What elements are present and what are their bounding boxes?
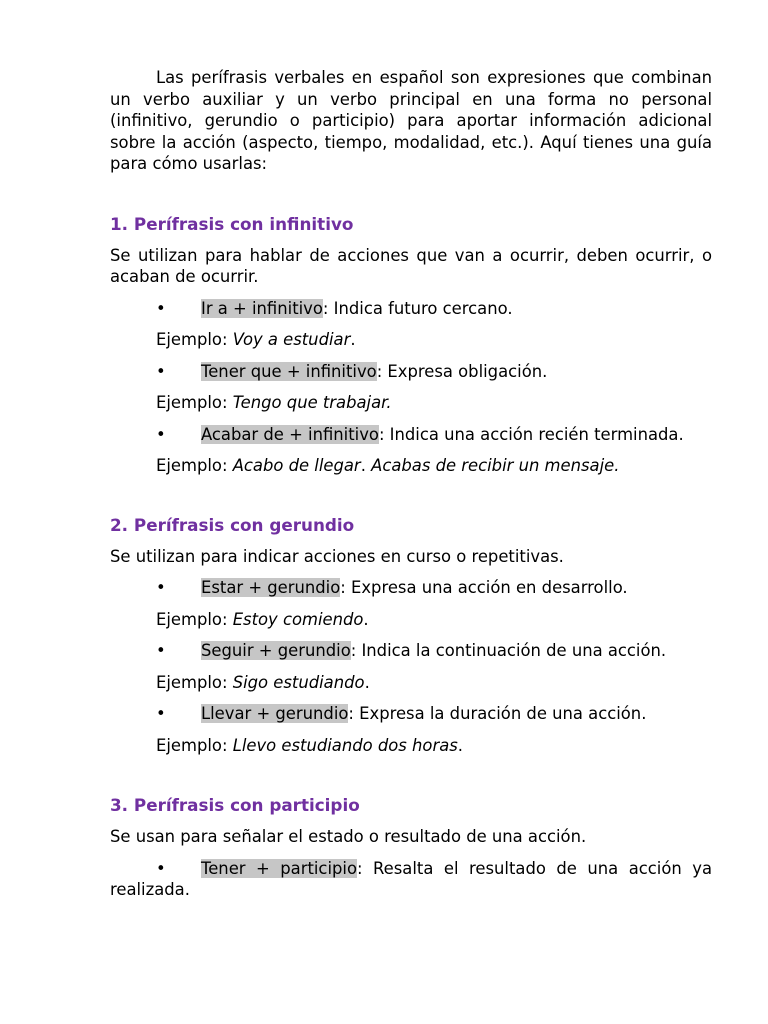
bullet-icon: • [156, 578, 166, 597]
highlighted-term: Acabar de + infinitivo [201, 424, 379, 444]
example-label: Ejemplo: [156, 735, 233, 755]
section-description: Se utilizan para indicar acciones en curso o repetitivas. [110, 546, 564, 566]
example-suffix: . [350, 330, 356, 349]
term-definition: : Expresa obligación. [376, 361, 548, 381]
example-line [110, 455, 712, 477]
example-suffix: . [363, 609, 369, 629]
example-label: Ejemplo: [156, 609, 233, 629]
term-definition: : Indica una acción recién terminada. [378, 424, 684, 444]
term-definition: : Expresa una acción en desarrollo. [340, 578, 628, 597]
list-item [110, 640, 712, 662]
example-text: Sigo estudiando [232, 672, 365, 692]
list-item [110, 703, 712, 725]
bullet-icon: • [156, 858, 166, 878]
example-line [110, 609, 712, 631]
term-definition: : Expresa la duración de una acción. [348, 704, 647, 723]
section-description: Se usan para señalar el estado o resultado de una acción. [110, 827, 587, 846]
intro-paragraph: Las perífrasis verbales en español son expresiones que combinan un verbo auxiliar y un verbo principal en una forma no personal (infinitivo, gerundio o participio) para aportar información adicional sobre la acción (aspecto, tiempo, modalidad, etc.). Aquí tienes una guía para cómo usarlas: [110, 68, 712, 173]
term-definition: : Resalta el resultado de una acción ya realizada. [110, 858, 712, 899]
section-title-infinitivo: 1. Perífrasis con infinitivo [110, 213, 354, 234]
term-definition: : Indica la continuación de una acción. [350, 641, 667, 660]
example-label: Ejemplo: [156, 456, 233, 475]
bullet-icon: • [156, 361, 166, 381]
example-text: Llevo estudiando dos horas [232, 735, 458, 755]
example-suffix: . [457, 735, 464, 755]
example-line [110, 329, 712, 351]
list-item [110, 298, 712, 320]
bullet-icon: • [156, 641, 166, 660]
list-item [110, 858, 712, 901]
highlighted-term: Estar + gerundio [201, 578, 341, 597]
highlighted-term: Tener que + infinitivo [201, 361, 377, 381]
example-line [110, 735, 712, 757]
bullet-icon: • [156, 704, 166, 723]
highlighted-term: Ir a + infinitivo [201, 298, 323, 318]
bullet-icon: • [156, 424, 166, 444]
example-text: Estoy comiendo [232, 609, 364, 629]
highlighted-term: Seguir + gerundio [201, 641, 351, 660]
term-definition: : Indica futuro cercano. [322, 298, 513, 318]
section-title-participio: 3. Perífrasis con participio [110, 795, 360, 815]
example-text: Voy a estudiar [232, 330, 351, 349]
list-item [110, 424, 712, 446]
example-text: Tengo que trabajar. [232, 393, 392, 412]
example-suffix: . [364, 672, 370, 692]
highlighted-term: Llevar + gerundio [201, 704, 349, 723]
example-line [110, 392, 712, 414]
example-label: Ejemplo: [156, 672, 233, 692]
highlighted-term: Tener + participio [201, 858, 357, 878]
bullet-icon: • [156, 298, 166, 318]
section-title-gerundio: 2. Perífrasis con gerundio [110, 514, 355, 535]
example-text: Acabo de llegar [232, 456, 361, 475]
section-description: Se utilizan para hablar de acciones que van a ocurrir, deben ocurrir, o acaban de ocurrir. [110, 245, 712, 286]
list-item [110, 361, 712, 383]
example-separator: . [360, 456, 372, 475]
example-label: Ejemplo: [156, 393, 233, 412]
example-text-2: Acabas de recibir un mensaje. [371, 456, 620, 475]
example-label: Ejemplo: [156, 330, 233, 349]
example-line [110, 672, 712, 694]
list-item [110, 577, 712, 599]
